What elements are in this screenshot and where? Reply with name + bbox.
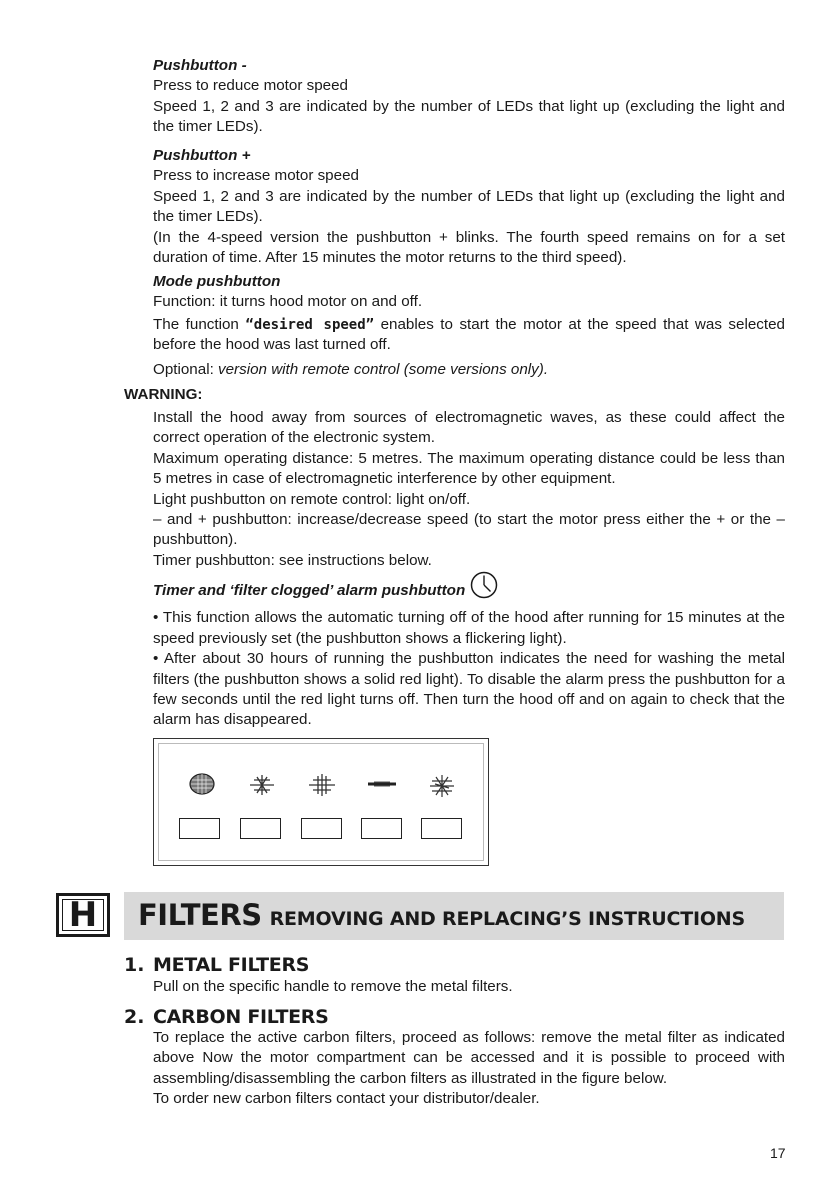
pushbutton-minus-line2: Speed 1, 2 and 3 are indicated by the number of LEDs that light up (excluding the light and the timer LEDs). bbox=[153, 97, 785, 136]
optional-line bbox=[153, 360, 785, 380]
timer-heading-row bbox=[153, 574, 785, 608]
desired-speed-label: “desired speed” bbox=[245, 316, 375, 333]
carbon-filters-title: CARBON FILTERS bbox=[153, 1006, 329, 1028]
control-panel-figure bbox=[153, 738, 489, 866]
section-title bbox=[138, 898, 745, 932]
pushbutton-plus-section bbox=[153, 146, 785, 268]
timer-heading: Timer and ‘filter clogged’ alarm pushbutton bbox=[153, 582, 466, 600]
section-letter: H bbox=[68, 895, 98, 935]
section-letter-box bbox=[56, 893, 110, 937]
mode-pushbutton-line2 bbox=[153, 315, 785, 356]
mode-button[interactable] bbox=[301, 818, 342, 839]
metal-filters-number: 1. bbox=[124, 954, 145, 976]
pushbutton-minus-section bbox=[153, 56, 785, 138]
section-title-sub: REMOVING AND REPLACING’S INSTRUCTIONS bbox=[269, 908, 745, 930]
speed-2-led-icon bbox=[306, 773, 338, 797]
pushbutton-plus-line1: Press to increase motor speed bbox=[153, 167, 359, 185]
speed-3-led-icon bbox=[366, 777, 398, 791]
plus-button[interactable] bbox=[361, 818, 402, 839]
mode-pushbutton-line1: Function: it turns hood motor on and off. bbox=[153, 293, 423, 311]
minus-button[interactable] bbox=[240, 818, 281, 839]
warning-line4: – and + pushbutton: increase/decrease speed (to start the motor press either the + or the – pushbutton). bbox=[153, 511, 785, 549]
metal-filters-text: Pull on the specific handle to remove the metal filters. bbox=[153, 978, 513, 995]
mode-line2-post: enables to start the motor at the speed that was selected before the hood was last turned off. bbox=[153, 315, 785, 354]
pushbutton-plus-line3: (In the 4-speed version the pushbutton + blinks. The fourth speed remains on for a set duration of time. After 15 minutes the motor returns to the third speed). bbox=[153, 228, 785, 267]
carbon-filters-section bbox=[153, 1028, 785, 1110]
pushbutton-minus-line1: Press to reduce motor speed bbox=[153, 77, 349, 95]
warning-label: WARNING: bbox=[124, 386, 203, 403]
carbon-filters-line2: To order new carbon filters contact your distributor/dealer. bbox=[153, 1090, 540, 1108]
light-button[interactable] bbox=[179, 818, 220, 839]
timer-bullet2: • After about 30 hours of running the pushbutton indicates the need for washing the metal filters (the pushbutton shows a solid red light). To disable the alarm press the pushbutton for a few seconds until the red light turns off. Then turn the hood off and on again to check that the alarm has disappeared. bbox=[153, 650, 785, 729]
speed-1-led-icon bbox=[246, 773, 278, 797]
pushbutton-minus-heading: Pushbutton - bbox=[153, 57, 247, 74]
warning-line2: Maximum operating distance: 5 metres. The maximum operating distance could be less than 5 metres in case of electromagnetic interference by other equipment. bbox=[153, 449, 785, 488]
timer-bullet1: • This function allows the automatic turning off of the hood after running for 15 minutes at the speed previously set (the pushbutton shows a flickering light). bbox=[153, 609, 785, 647]
warning-line3: Light pushbutton on remote control: light on/off. bbox=[153, 490, 471, 508]
warning-line5: Timer pushbutton: see instructions below. bbox=[153, 551, 432, 569]
metal-filters-title: METAL FILTERS bbox=[153, 954, 310, 976]
page-number: 17 bbox=[770, 1145, 786, 1161]
clock-icon bbox=[469, 571, 499, 605]
warning-section bbox=[153, 408, 785, 571]
timer-led-icon bbox=[426, 773, 458, 799]
timer-section bbox=[153, 574, 785, 731]
optional-text: version with remote control (some versions only). bbox=[218, 360, 549, 378]
section-title-main: FILTERS bbox=[138, 898, 262, 932]
carbon-filters-number: 2. bbox=[124, 1006, 145, 1028]
mode-pushbutton-section bbox=[153, 272, 785, 380]
optional-label: Optional: bbox=[153, 360, 219, 378]
timer-button[interactable] bbox=[421, 818, 462, 839]
light-bulb-icon bbox=[186, 771, 218, 797]
warning-line1: Install the hood away from sources of electromagnetic waves, as these could affect the correct operation of the electronic system. bbox=[153, 409, 785, 447]
pushbutton-plus-line2: Speed 1, 2 and 3 are indicated by the number of LEDs that light up (excluding the light and the timer LEDs). bbox=[153, 187, 785, 226]
mode-line2-pre: The function bbox=[153, 315, 246, 333]
pushbutton-plus-heading: Pushbutton + bbox=[153, 147, 251, 164]
control-panel-inner bbox=[158, 743, 484, 861]
mode-pushbutton-heading: Mode pushbutton bbox=[153, 273, 281, 290]
section-letter-inner-border bbox=[62, 899, 104, 931]
carbon-filters-line1: To replace the active carbon filters, proceed as follows: remove the metal filter as indicated above Now the motor compartment can be accessed and it is possible to proceed with assembling/disassembling the carbon filters as illustrated in the figure below. bbox=[153, 1029, 785, 1087]
